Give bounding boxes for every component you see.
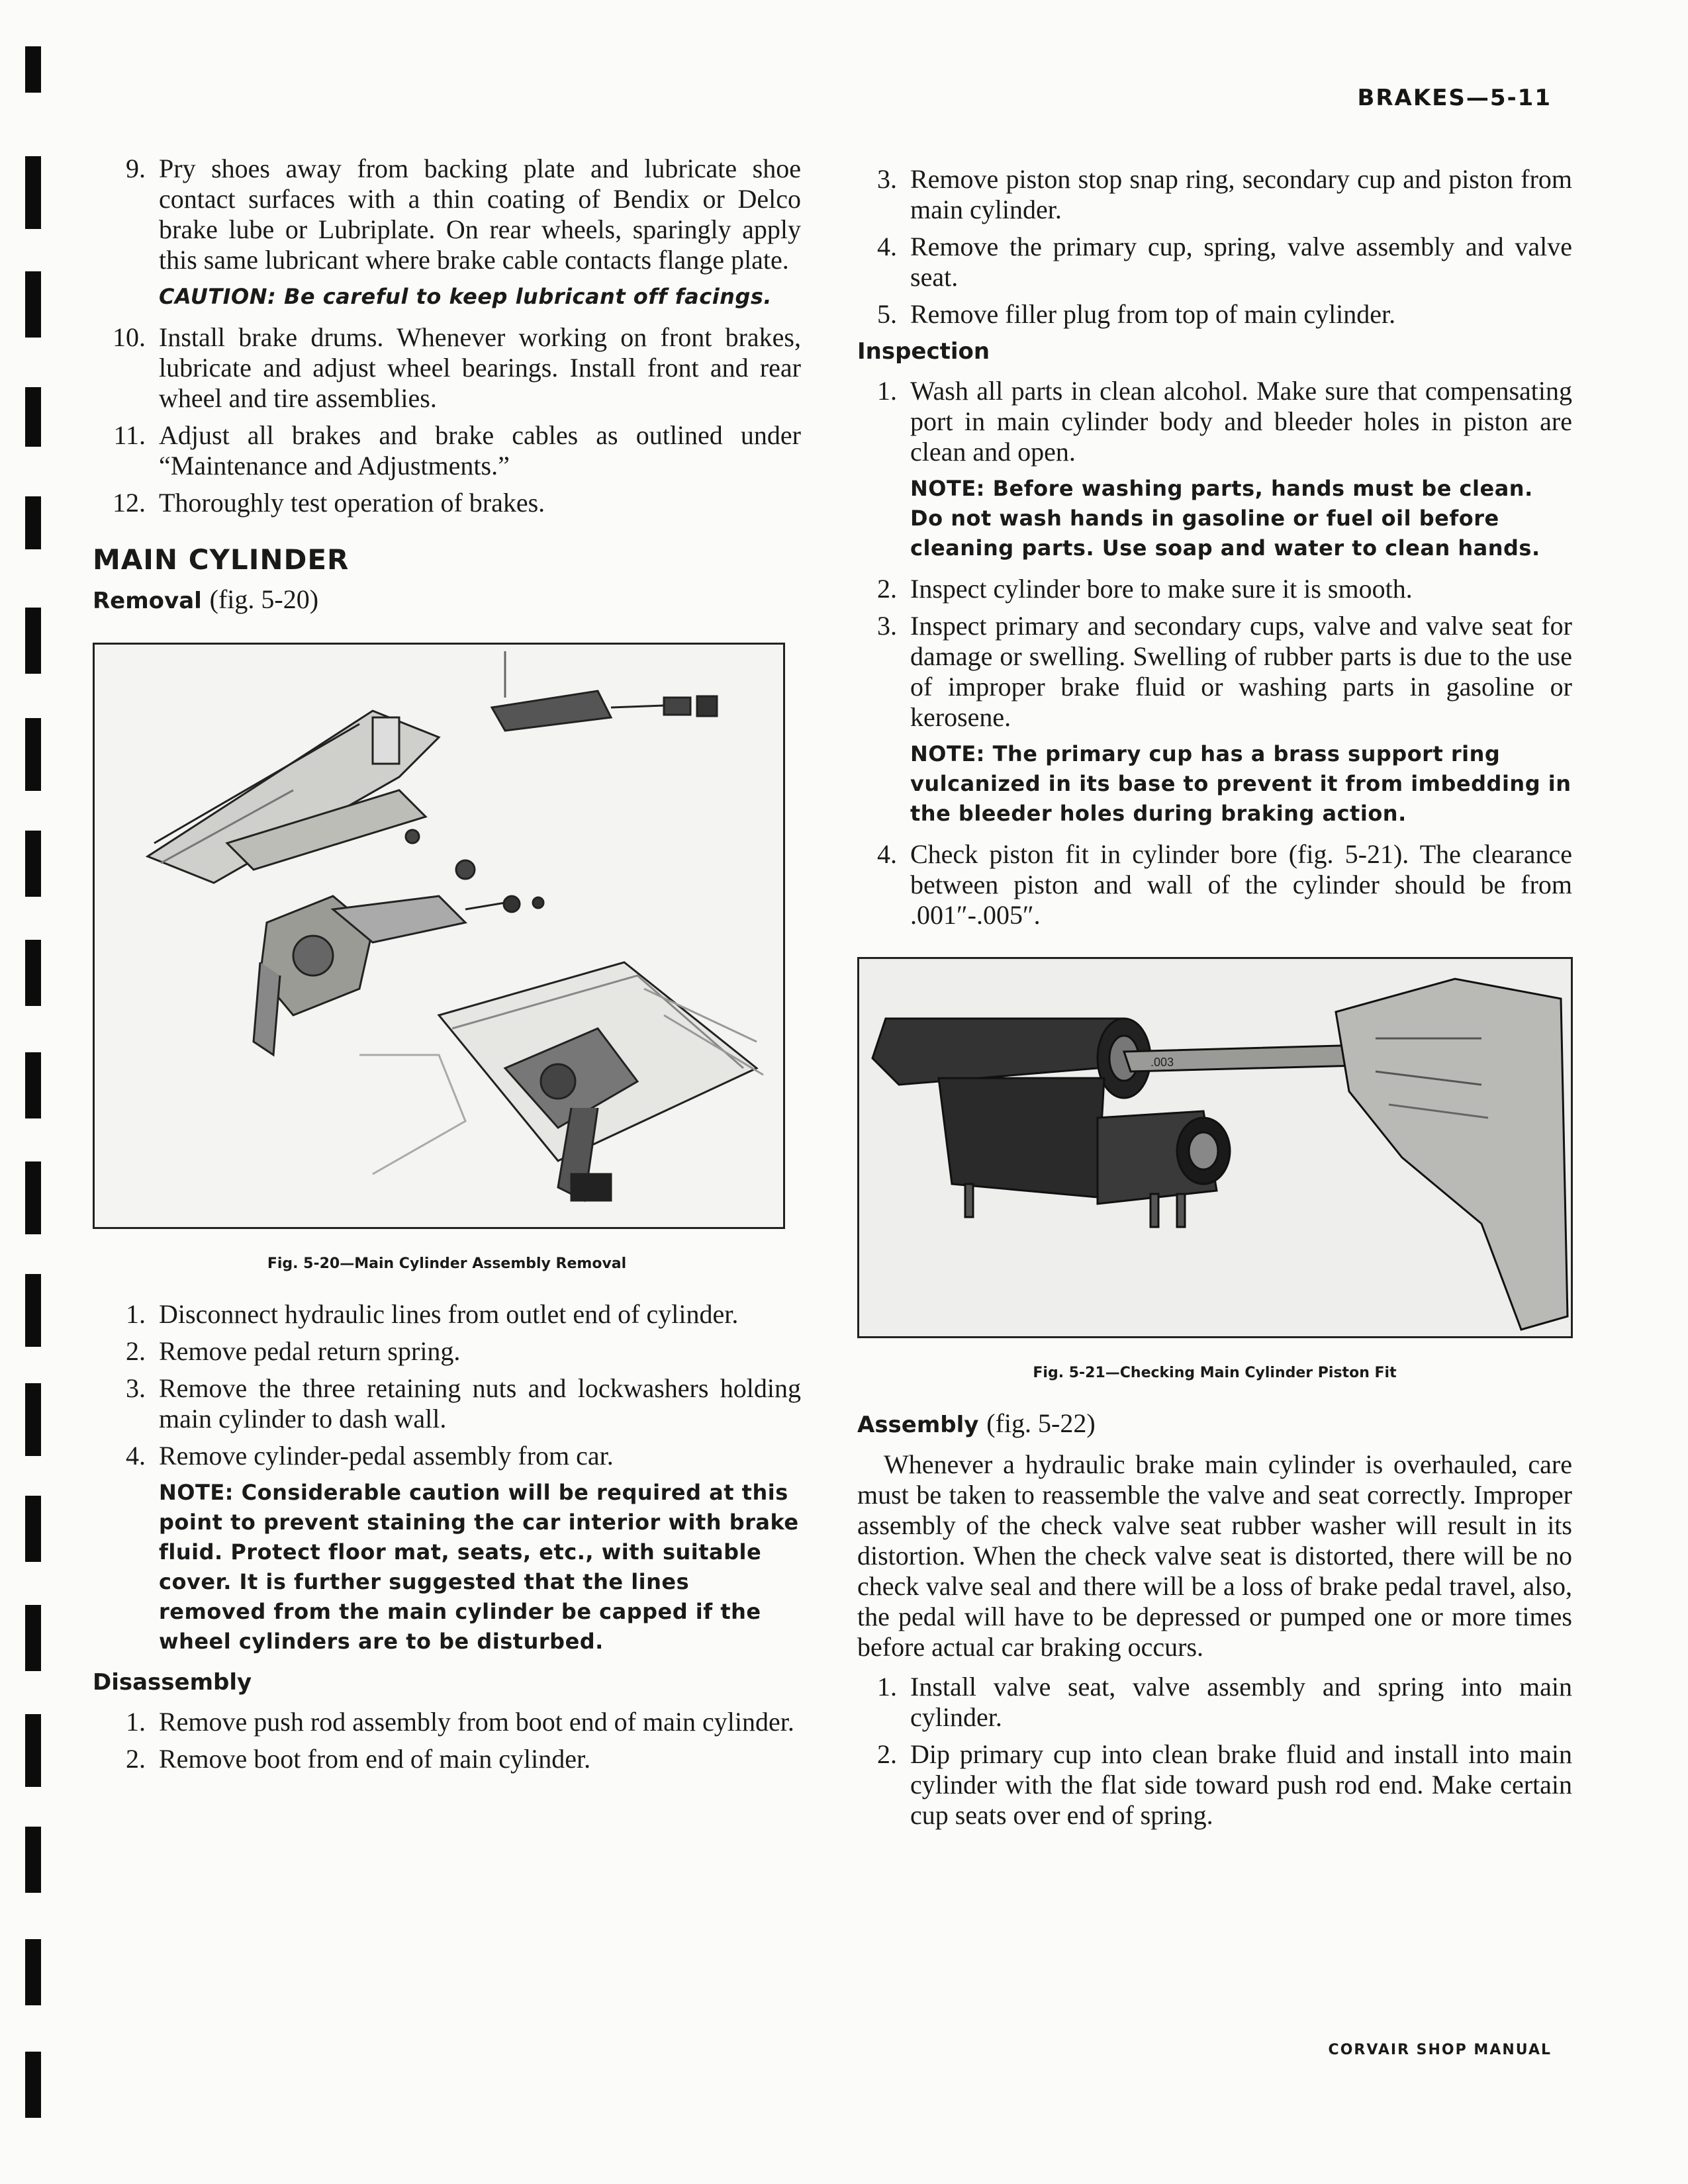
step-number: 2.	[877, 1739, 897, 1769]
list-item	[93, 322, 801, 414]
main-cylinder-removal-illustration	[95, 645, 783, 1227]
subsection-title: Disassembly	[93, 1669, 252, 1696]
step-number: 3.	[126, 1373, 146, 1403]
figure-reference: (fig. 5-20)	[209, 584, 319, 614]
step-number: 4.	[877, 839, 897, 869]
list-item	[93, 1744, 801, 1774]
step-text: Wash all parts in clean alcohol. Make sure that compensating port in main cylinder body and bleeder holes in piston are clean and open.	[910, 376, 1572, 467]
step-text: Remove the primary cup, spring, valve assembly and valve seat.	[910, 232, 1572, 292]
step-number: 2.	[126, 1336, 146, 1366]
subsection-title: Inspection	[857, 338, 990, 365]
subsection-heading	[857, 1408, 1572, 1440]
step-text: Remove piston stop snap ring, secondary cup and piston from main cylinder.	[910, 164, 1572, 224]
step-text: Remove the three retaining nuts and lockwashers holding main cylinder to dash wall.	[159, 1373, 801, 1433]
list-item	[93, 1441, 801, 1471]
list-item	[857, 611, 1572, 733]
step-number: 3.	[877, 611, 897, 641]
list-item	[93, 1336, 801, 1367]
list-item	[93, 154, 801, 275]
subsection-title: Removal	[93, 588, 202, 614]
page-header: BRAKES—5-11	[1357, 85, 1552, 111]
list-item	[857, 376, 1572, 467]
step-number: 10.	[113, 322, 146, 352]
primary-cup-note: NOTE: The primary cup has a brass support ring vulcanized in its base to prevent it from imbedding in the bleeder holes during braking action.	[910, 741, 1571, 826]
list-item	[93, 1707, 801, 1737]
step-number: 9.	[126, 154, 146, 183]
step-number: 11.	[113, 420, 146, 450]
page-footer: CORVAIR SHOP MANUAL	[1328, 2042, 1552, 2058]
right-column	[857, 164, 1572, 1837]
piston-fit-photo-illustration	[859, 959, 1571, 1336]
step-text: Install brake drums. Whenever working on front brakes, lubricate and adjust wheel bearings. Install front and rear wheel and tire assemblies.	[159, 322, 801, 413]
step-text: Disconnect hydraulic lines from outlet end of cylinder.	[159, 1299, 739, 1329]
list-item	[93, 488, 801, 518]
step-text: Inspect cylinder bore to make sure it is smooth.	[910, 574, 1413, 604]
step-number: 5.	[877, 299, 897, 329]
figure-caption: Fig. 5-21—Checking Main Cylinder Piston Fit	[1033, 1365, 1397, 1381]
step-text: Dip primary cup into clean brake fluid and install into main cylinder with the flat side toward push rod end. Make certain cup seats over end of spring.	[910, 1739, 1572, 1830]
section-title: MAIN CYLINDER	[93, 543, 350, 576]
step-number: 1.	[126, 1707, 146, 1737]
step-text: Remove cylinder-pedal assembly from car.	[159, 1441, 614, 1471]
step-number: 1.	[877, 376, 897, 406]
figure-caption: Fig. 5-20—Main Cylinder Assembly Removal	[267, 1255, 627, 1272]
step-text: Remove filler plug from top of main cylinder.	[910, 299, 1396, 329]
list-item	[93, 1299, 801, 1330]
list-item	[857, 232, 1572, 293]
step-text: Check piston fit in cylinder bore (fig. 5-21). The clearance between piston and wall of the cylinder should be from .001″-.005″.	[910, 839, 1572, 930]
figure-5-20-image	[93, 643, 785, 1229]
subsection-title: Assembly	[857, 1412, 979, 1438]
list-item	[857, 1739, 1572, 1831]
step-text: Inspect primary and secondary cups, valve and valve seat for damage or swelling. Swelling of rubber parts is due to the use of improper brake fluid or washing parts in gasoline or kerosene.	[910, 611, 1572, 732]
step-text: Remove push rod assembly from boot end of main cylinder.	[159, 1707, 794, 1737]
list-item	[857, 839, 1572, 931]
washing-note: NOTE: Before washing parts, hands must be clean. Do not wash hands in gasoline or fuel oil before cleaning parts. Use soap and water to clean hands.	[910, 476, 1540, 561]
step-text: Thoroughly test operation of brakes.	[159, 488, 545, 518]
step-text: Remove pedal return spring.	[159, 1336, 461, 1366]
subsection-heading	[93, 584, 801, 616]
list-item	[93, 420, 801, 481]
step-number: 2.	[877, 574, 897, 604]
step-number: 4.	[877, 232, 897, 261]
step-number: 3.	[877, 164, 897, 194]
list-item	[857, 1672, 1572, 1733]
step-text: Pry shoes away from backing plate and lubricate shoe contact surfaces with a thin coating of Bendix or Delco brake lube or Lubriplate. On rear wheels, sparingly apply this same lubricant where brake cable contacts flange plate.	[159, 154, 801, 275]
step-number: 1.	[877, 1672, 897, 1702]
step-number: 1.	[126, 1299, 146, 1329]
step-text: Adjust all brakes and brake cables as outlined under “Maintenance and Adjustments.”	[159, 420, 801, 480]
removal-note: NOTE: Considerable caution will be required at this point to prevent staining the car interior with brake fluid. Protect floor mat, seats, etc., with suitable cover. It is further suggested that the lines removed from the main cylinder be capped if the wheel cylinders are to be disturbed.	[159, 1480, 799, 1654]
step-number: 12.	[113, 488, 146, 518]
step-number: 2.	[126, 1744, 146, 1774]
list-item	[857, 574, 1572, 604]
caution-note: CAUTION: Be careful to keep lubricant off facings.	[159, 284, 773, 309]
left-column	[93, 154, 801, 1781]
list-item	[857, 164, 1572, 225]
figure-reference: (fig. 5-22)	[986, 1408, 1096, 1438]
step-text: Install valve seat, valve assembly and spring into main cylinder.	[910, 1672, 1572, 1732]
feeler-gauge-label: .003	[1150, 1056, 1174, 1069]
assembly-paragraph: Whenever a hydraulic brake main cylinder is overhauled, care must be taken to reassemble the valve and seat correctly. Improper assembly of the check valve seat rubber washer will result in its distortion. When the check valve seat is distorted, there will be no check valve seal and there will be a loss of brake pedal travel, also, the pedal will have to be depressed or pumped one or more times before actual car braking occurs.	[857, 1449, 1572, 1662]
list-item	[857, 299, 1572, 330]
step-number: 4.	[126, 1441, 146, 1471]
list-item	[93, 1373, 801, 1434]
figure-5-21-image	[857, 957, 1573, 1338]
step-text: Remove boot from end of main cylinder.	[159, 1744, 591, 1774]
